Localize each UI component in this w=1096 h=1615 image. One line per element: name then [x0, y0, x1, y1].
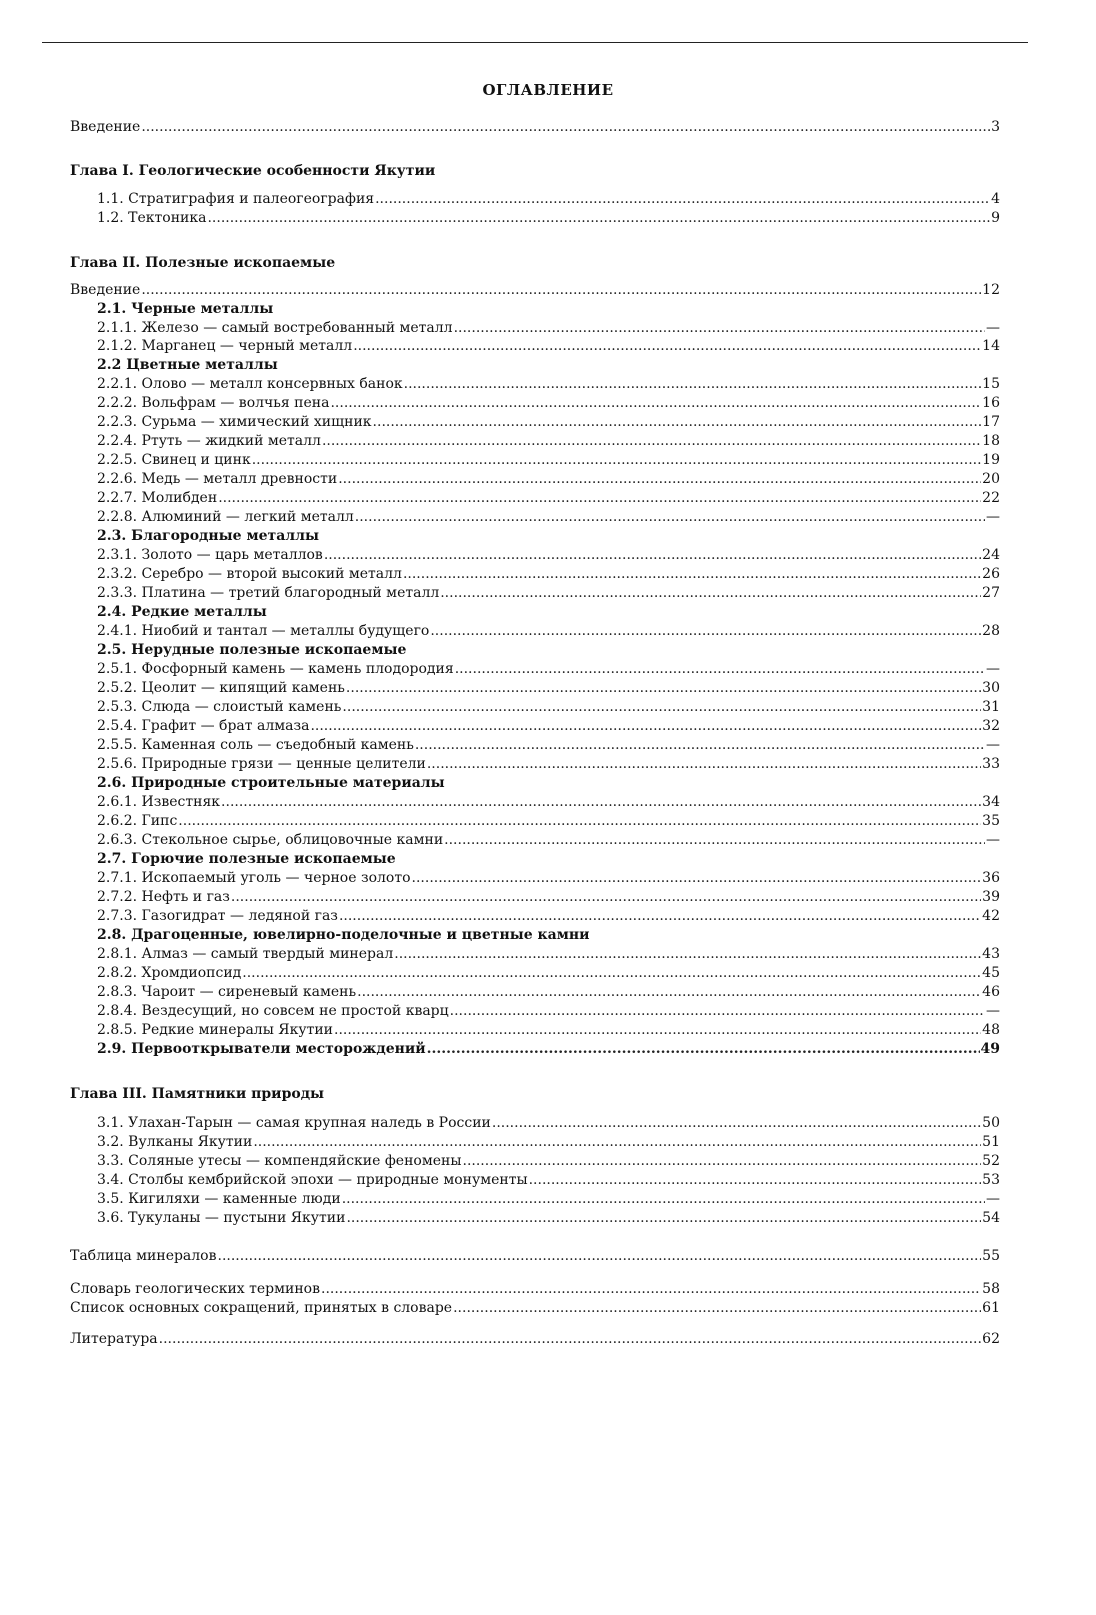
- toc-page-number: 55: [982, 1248, 1000, 1264]
- toc-entry-text: 2.5.5. Каменная соль — съедобный камень: [97, 737, 414, 753]
- toc-page-number: 19: [982, 452, 1000, 468]
- toc-entry-text: 2.2.3. Сурьма — химический хищник: [97, 414, 372, 430]
- toc-entry-text: 2.5.3. Слюда — слоистый камень: [97, 699, 342, 715]
- toc-entry: [0, 584, 1000, 603]
- dot-leader: [394, 945, 981, 964]
- toc-entry-text: 2.8.5. Редкие минералы Якутии: [97, 1022, 333, 1038]
- toc-entry: [0, 209, 1000, 228]
- toc-entry: [0, 470, 1000, 489]
- toc-entry-text: 1.1. Стратиграфия и палеогеография: [97, 191, 375, 207]
- toc-page-number: 43: [982, 946, 1000, 962]
- toc-entry: [0, 190, 1000, 209]
- dot-leader: [253, 1133, 981, 1152]
- dot-leader: [334, 1021, 981, 1040]
- dot-leader: [355, 508, 985, 527]
- dot-leader: [342, 1190, 985, 1209]
- dot-leader: [453, 1299, 981, 1318]
- toc-page-number: 31: [982, 699, 1000, 715]
- toc-entry-text: 2.2.5. Свинец и цинк: [97, 452, 251, 468]
- toc-entry: [0, 118, 1000, 137]
- toc-entry-text: 2.3.3. Платина — третий благородный металл: [97, 585, 440, 601]
- dot-leader: [450, 1002, 985, 1021]
- toc-entry: [0, 812, 1000, 831]
- dot-leader: [427, 755, 981, 774]
- toc-entry-text: 2.5.4. Графит — брат алмаза: [97, 718, 310, 734]
- toc-page-number: —: [986, 661, 1000, 677]
- toc-entry: [0, 1247, 1000, 1266]
- dot-leader: [375, 190, 990, 209]
- toc-heading: [0, 603, 1000, 622]
- toc-entry: [0, 964, 1000, 983]
- toc-entry-text: 2.2.7. Молибден: [97, 490, 218, 506]
- toc-entry-text: 2.2.1. Олово — металл консервных банок: [97, 376, 403, 392]
- toc-entry: [0, 1133, 1000, 1152]
- dot-leader: [218, 1247, 982, 1266]
- toc-page-number: 50: [982, 1115, 1000, 1131]
- dot-leader: [346, 679, 981, 698]
- dot-leader: [492, 1114, 981, 1133]
- toc-entry-text: 2.7.2. Нефть и газ: [97, 889, 230, 905]
- toc-entry: [0, 679, 1000, 698]
- toc-entry-text: 2.5.1. Фосфорный камень — камень плодородия: [97, 661, 454, 677]
- toc-entry-text: 2.6.2. Гипс: [97, 813, 178, 829]
- toc-page-number: 22: [982, 490, 1000, 506]
- toc-entry-text: 2.4. Редкие металлы: [97, 604, 267, 620]
- dot-leader: [339, 907, 981, 926]
- toc-entry-text: Глава I. Геологические особенности Якутии: [70, 163, 436, 179]
- toc-entry-text: 3.5. Кигиляхи — каменные люди: [97, 1191, 341, 1207]
- dot-leader: [141, 118, 990, 137]
- toc-entry: [0, 793, 1000, 812]
- toc-entry: [0, 698, 1000, 717]
- toc-page-number: 30: [982, 680, 1000, 696]
- dot-leader: [252, 451, 981, 470]
- toc-page-number: 15: [982, 376, 1000, 392]
- dot-leader: [221, 793, 981, 812]
- dot-leader: [346, 1209, 981, 1228]
- toc-entry: [0, 394, 1000, 413]
- toc-page-number: 39: [982, 889, 1000, 905]
- toc-entry-text: 2.2.6. Медь — металл древности: [97, 471, 338, 487]
- toc-entry-text: 2.7. Горючие полезные ископаемые: [97, 851, 396, 867]
- toc-entry: [0, 755, 1000, 774]
- toc-entry-text: 2.8.3. Чароит — сиреневый камень: [97, 984, 357, 1000]
- toc-page-number: —: [986, 1191, 1000, 1207]
- toc-entry: [0, 1299, 1000, 1318]
- toc-entry: [0, 660, 1000, 679]
- toc-entry-text: 3.3. Соляные утесы — компендяйские феномены: [97, 1153, 462, 1169]
- dot-leader: [242, 964, 981, 983]
- toc-page-number: 26: [982, 566, 1000, 582]
- toc-entry-text: 2.8. Драгоценные, ювелирно-поделочные и цветные камни: [97, 927, 590, 943]
- toc-page-number: 53: [982, 1172, 1000, 1188]
- toc-page-number: 17: [982, 414, 1000, 430]
- toc-entry: [0, 945, 1000, 964]
- toc-heading: [0, 850, 1000, 869]
- toc-entry-text: Введение: [70, 119, 141, 135]
- toc-page-number: 33: [982, 756, 1000, 772]
- toc-heading: [0, 300, 1000, 319]
- dot-leader: [178, 812, 981, 831]
- toc-page-number: 12: [982, 282, 1000, 298]
- toc-entry: [0, 546, 1000, 565]
- toc-heading: [0, 774, 1000, 793]
- toc-entry: [0, 831, 1000, 850]
- toc-entry-text: 3.4. Столбы кембрийской эпохи — природные монументы: [97, 1172, 528, 1188]
- toc-page-number: —: [986, 832, 1000, 848]
- toc-page-number: —: [986, 737, 1000, 753]
- toc-entry: [0, 1114, 1000, 1133]
- toc-entry-text: 2.3.1. Золото — царь металлов: [97, 547, 323, 563]
- toc-page-number: —: [986, 320, 1000, 336]
- toc-entry: [0, 413, 1000, 432]
- toc-page-number: 35: [982, 813, 1000, 829]
- toc-page-number: 54: [982, 1210, 1000, 1226]
- toc-page-number: 3: [991, 119, 1000, 135]
- toc-entry-text: Глава III. Памятники природы: [70, 1086, 325, 1102]
- toc-page-number: 62: [982, 1331, 1000, 1347]
- toc-entry-text: 2.1.2. Марганец — черный металл: [97, 338, 353, 354]
- toc-page-number: 34: [982, 794, 1000, 810]
- dot-leader: [463, 1152, 982, 1171]
- dot-leader: [159, 1330, 982, 1349]
- toc-entry-text: 2.3.2. Серебро — второй высокий металл: [97, 566, 402, 582]
- toc-entry-text: 2.6.3. Стекольное сырье, облицовочные камни: [97, 832, 444, 848]
- toc-entry-text: 2.6. Природные строительные материалы: [97, 775, 445, 791]
- dot-leader: [141, 281, 981, 300]
- toc-heading: [0, 162, 1000, 181]
- toc-page-number: 45: [982, 965, 1000, 981]
- toc-entry-text: 2.8.4. Вездесущий, но совсем не простой кварц: [97, 1003, 449, 1019]
- dot-leader: [403, 565, 981, 584]
- toc-page-number: 20: [982, 471, 1000, 487]
- toc-entry-text: 2.8.2. Хромдиопсид: [97, 965, 242, 981]
- toc-page-number: 32: [982, 718, 1000, 734]
- toc-entry-text: Литература: [70, 1331, 158, 1347]
- dot-leader: [444, 831, 985, 850]
- toc-entry-text: Введение: [70, 282, 141, 298]
- toc-entry: [0, 1021, 1000, 1040]
- toc-entry-text: 2.2.4. Ртуть — жидкий металл: [97, 433, 321, 449]
- toc-page-number: 49: [980, 1041, 1000, 1057]
- dot-leader: [412, 869, 982, 888]
- dot-leader: [330, 394, 981, 413]
- toc-entry-text: 2.2.8. Алюминий — легкий металл: [97, 509, 354, 525]
- toc-page-number: 42: [982, 908, 1000, 924]
- dot-leader: [324, 546, 981, 565]
- toc-entry-text: 2.9. Первооткрыватели месторождений: [97, 1041, 426, 1057]
- toc-entry: [0, 736, 1000, 755]
- toc-entry: [0, 1209, 1000, 1228]
- toc-page-number: 9: [991, 210, 1000, 226]
- toc-entry: [0, 717, 1000, 736]
- toc-heading: [0, 527, 1000, 546]
- toc-entry: [0, 869, 1000, 888]
- toc-entry-text: Глава II. Полезные ископаемые: [70, 255, 336, 271]
- toc-entry-text: 2.2 Цветные металлы: [97, 357, 278, 373]
- toc-page-number: 27: [982, 585, 1000, 601]
- toc-entry-text: Список основных сокращений, принятых в словаре: [70, 1300, 453, 1316]
- toc-entry-text: Таблица минералов: [70, 1248, 217, 1264]
- toc-entry: [0, 375, 1000, 394]
- toc-entry: [0, 907, 1000, 926]
- toc-page-number: 14: [982, 338, 1000, 354]
- toc-page-number: 18: [982, 433, 1000, 449]
- toc-entry: [0, 1280, 1000, 1299]
- toc-entry: [0, 432, 1000, 451]
- dot-leader: [310, 717, 981, 736]
- dot-leader: [322, 432, 981, 451]
- toc-entry-text: 2.7.1. Ископаемый уголь — черное золото: [97, 870, 411, 886]
- dot-leader: [454, 319, 985, 338]
- toc-entry: [0, 565, 1000, 584]
- dot-leader: [455, 660, 985, 679]
- toc-entry: [0, 319, 1000, 338]
- toc-entry-text: Словарь геологических терминов: [70, 1281, 320, 1297]
- toc-heading: [0, 356, 1000, 375]
- toc-page-number: 16: [982, 395, 1000, 411]
- dot-leader: [430, 622, 981, 641]
- toc-entry-text: 2.5. Нерудные полезные ископаемые: [97, 642, 407, 658]
- toc-entry-text: 2.5.2. Цеолит — кипящий камень: [97, 680, 345, 696]
- dot-leader: [357, 983, 981, 1002]
- dot-leader: [338, 470, 981, 489]
- toc-entry: [0, 1152, 1000, 1171]
- dot-leader: [321, 1280, 981, 1299]
- dot-leader: [529, 1171, 982, 1190]
- toc-entry: [0, 1171, 1000, 1190]
- dot-leader: [427, 1040, 980, 1059]
- toc-entry-text: 3.1. Улахан-Тарын — самая крупная наледь в России: [97, 1115, 491, 1131]
- dot-leader: [231, 888, 981, 907]
- toc-entry-text: 2.7.3. Газогидрат — ледяной газ: [97, 908, 338, 924]
- toc-entry-text: 2.1. Черные металлы: [97, 301, 274, 317]
- toc-page-number: 58: [982, 1281, 1000, 1297]
- toc-entry: [0, 1040, 1000, 1059]
- toc-entry-text: 2.2.2. Вольфрам — волчья пена: [97, 395, 330, 411]
- dot-leader: [218, 489, 981, 508]
- toc-heading: [0, 254, 1000, 273]
- toc-entry: [0, 508, 1000, 527]
- toc-page-number: 52: [982, 1153, 1000, 1169]
- toc-entry-text: 2.4.1. Ниобий и тантал — металлы будущего: [97, 623, 430, 639]
- toc-entry: [0, 983, 1000, 1002]
- dot-leader: [415, 736, 985, 755]
- toc-heading: [0, 641, 1000, 660]
- toc-entry: [0, 281, 1000, 300]
- dot-leader: [404, 375, 982, 394]
- toc-entry-text: 3.6. Тукуланы — пустыни Якутии: [97, 1210, 346, 1226]
- toc-entry: [0, 451, 1000, 470]
- dot-leader: [207, 209, 990, 228]
- toc-entry-text: 1.2. Тектоника: [97, 210, 207, 226]
- toc-entry: [0, 337, 1000, 356]
- toc-page-number: 48: [982, 1022, 1000, 1038]
- toc-page-number: 46: [982, 984, 1000, 1000]
- toc-entry-text: 3.2. Вулканы Якутии: [97, 1134, 253, 1150]
- dot-leader: [373, 413, 982, 432]
- toc-page-number: —: [986, 509, 1000, 525]
- toc-page-number: 51: [982, 1134, 1000, 1150]
- toc-page-number: 4: [991, 191, 1000, 207]
- toc-entry-text: 2.6.1. Известняк: [97, 794, 221, 810]
- toc-heading: [0, 1085, 1000, 1104]
- toc-entry-text: 2.3. Благородные металлы: [97, 528, 320, 544]
- toc-entry: [0, 489, 1000, 508]
- dot-leader: [353, 337, 981, 356]
- toc-entry-text: 2.5.6. Природные грязи — ценные целители: [97, 756, 426, 772]
- toc-page-number: 61: [982, 1300, 1000, 1316]
- toc-entry: [0, 888, 1000, 907]
- dot-leader: [440, 584, 981, 603]
- toc-page-number: 28: [982, 623, 1000, 639]
- toc-entry: [0, 622, 1000, 641]
- toc-entry: [0, 1330, 1000, 1349]
- toc-entry-text: 2.8.1. Алмаз — самый твердый минерал: [97, 946, 394, 962]
- toc-page-number: —: [986, 1003, 1000, 1019]
- toc-entry: [0, 1190, 1000, 1209]
- toc-entry-text: 2.1.1. Железо — самый востребованный металл: [97, 320, 453, 336]
- dot-leader: [342, 698, 981, 717]
- page-title: ОГЛАВЛЕНИЕ: [482, 81, 614, 99]
- toc-entry: [0, 1002, 1000, 1021]
- toc-heading: [0, 926, 1000, 945]
- toc-page-number: 36: [982, 870, 1000, 886]
- toc-page-number: 24: [982, 547, 1000, 563]
